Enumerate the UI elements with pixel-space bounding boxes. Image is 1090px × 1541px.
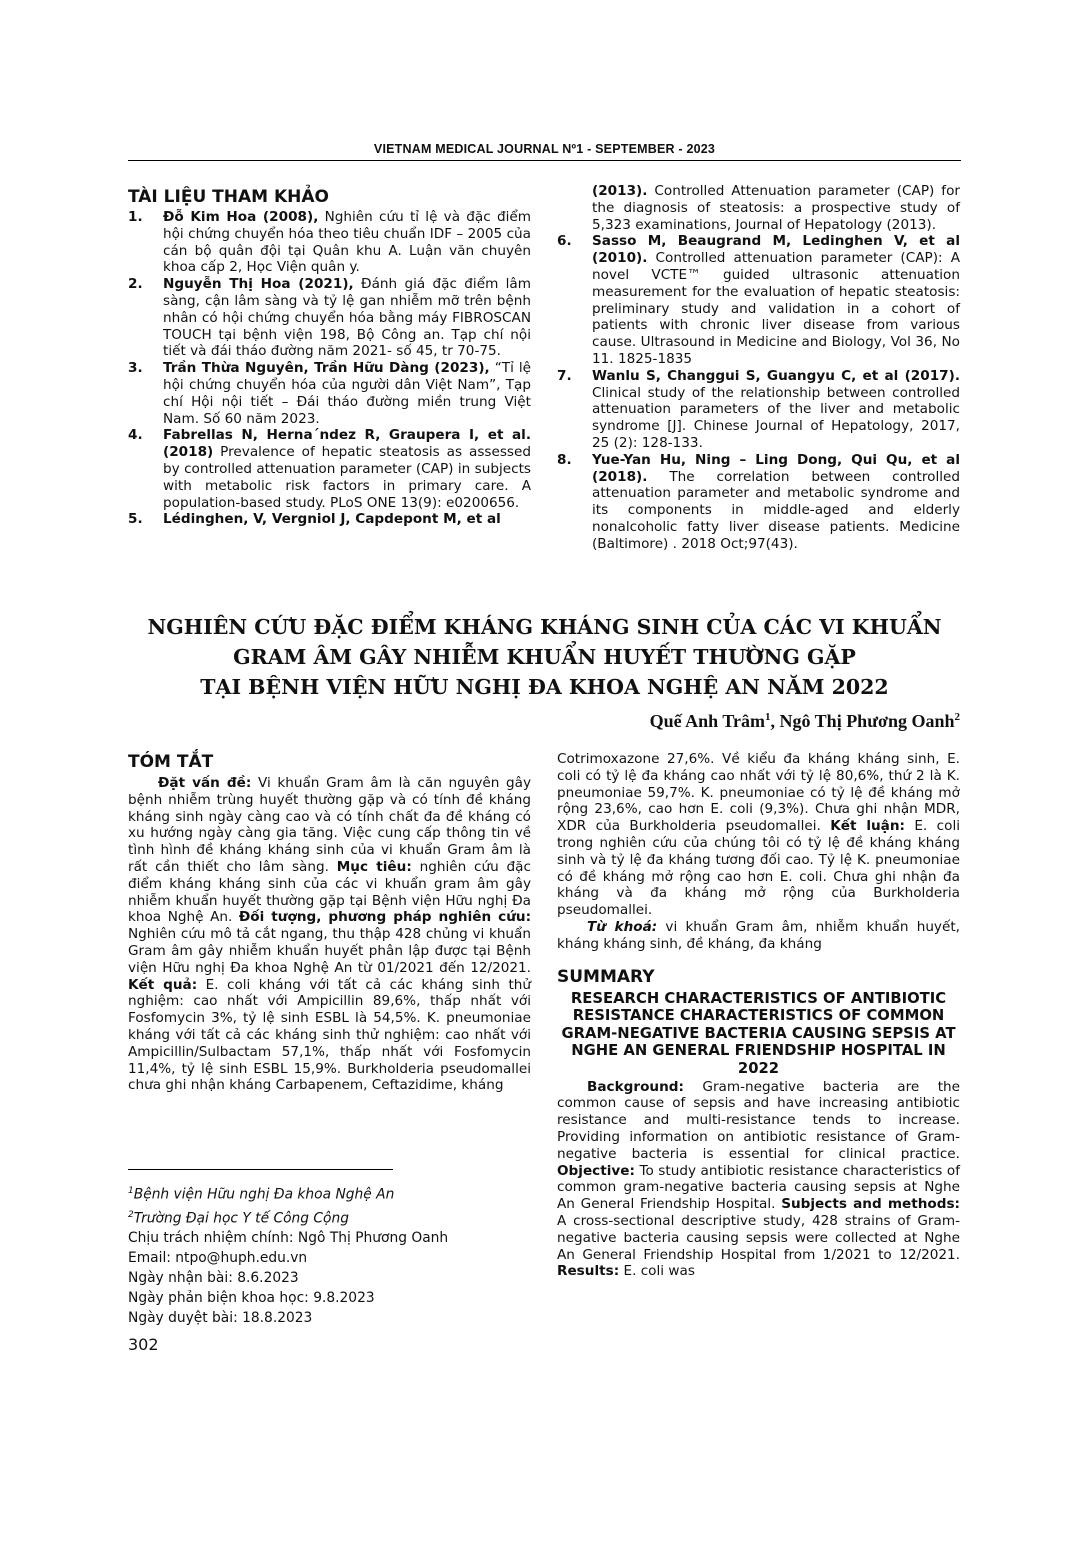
journal-header: VIETNAM MEDICAL JOURNAL Nº1 - SEPTEMBER - 2023 <box>373 142 716 156</box>
footnotes <box>128 1181 528 1328</box>
reference-number: 6. <box>557 233 572 250</box>
abstract-text: nghiên cứu đặc điểm kháng kháng sinh của các vi khuẩn gram âm gây nhiễm khuẩn huyết thường gặp tại Bệnh viện Hữu nghị Đa khoa Nghệ An. <box>128 858 531 926</box>
reference-item <box>128 209 531 276</box>
footnote-accepted: Ngày duyệt bài: 18.8.2023 <box>128 1310 313 1327</box>
footnote-text: Trường Đại học Y tế Công Cộng <box>133 1210 349 1227</box>
summary-text: To study antibiotic resistance characteristics of common gram-negative bacteria causing sepsis at Nghe An General Friendship Hospital. <box>557 1162 960 1213</box>
reference-item <box>128 276 531 360</box>
summary-title: RESEARCH CHARACTERISTICS OF ANTIBIOTIC RESISTANCE CHARACTERISTICS OF COMMON GRAM-NEGATIVE BACTERIA CAUSING SEPSIS AT NGHE AN GENERAL FRIENDSHIP HOSPITAL IN 2022 <box>561 989 956 1077</box>
abstract-text: E. coli trong nghiên cứu của chúng tôi có tỷ lệ đề kháng kháng sinh và tỷ lệ đa kháng tương đối cao. Tỷ lệ K. pneumoniae có đề kháng mở rộng cao hơn E. coli. Chưa ghi nhận đa kháng và đa kháng mở rộng của Burkholderia pseudomallei. <box>557 818 960 919</box>
reference-number: 8. <box>557 451 572 468</box>
author-name: Ngô Thị Phương Oanh <box>779 711 955 731</box>
summary-label: Results: <box>557 1263 620 1280</box>
summary-body <box>557 1079 960 1281</box>
summary-text: Gram-negative bacteria are the common cause of sepsis and have increasing antibiotic resistance and multi-resistance tends to increase. Providing information on antibiotic resistance of Gram-negative bacteria is essential for clinical practice. <box>557 1078 960 1162</box>
reference-number: 7. <box>557 367 572 384</box>
footnote-text: Bệnh viện Hữu nghị Đa khoa Nghệ An <box>133 1186 395 1203</box>
summary-heading: SUMMARY <box>557 966 655 987</box>
footnote-received: Ngày nhận bài: 8.6.2023 <box>128 1270 299 1287</box>
author-affiliation-mark: 2 <box>954 711 960 723</box>
abstract-label: Đặt vấn đề: <box>158 775 252 791</box>
reference-number: 1. <box>128 209 143 225</box>
reference-continuation <box>557 183 960 233</box>
author-affiliation-mark: 1 <box>765 711 771 723</box>
footnote-email: Email: ntpo@huph.edu.vn <box>128 1250 308 1267</box>
abstract-label: Kết quả: <box>128 976 198 993</box>
reference-authors: Lédinghen, V, Vergniol J, Capdepont M, et al <box>163 511 501 528</box>
summary-label: Objective: <box>557 1162 635 1179</box>
summary-label: Background: <box>587 1078 684 1095</box>
reference-item <box>557 452 960 553</box>
abstract-text: Nghiên cứu mô tả cắt ngang, thu thập 428 chủng vi khuẩn Gram âm gây nhiễm khuẩn huyết phân lập được tại Bệnh viện Hữu nghị Đa khoa Nghệ An từ 01/2021 đến 12/2021. <box>128 926 531 976</box>
reference-text: Clinical study of the relationship between controlled attenuation parameters of the liver and metabolic syndrome [J]. Chinese Journal of Hepatology, 2017, 25 (2): 128-133. <box>592 384 960 451</box>
reference-text: Nghiên cứu tỉ lệ và đặc điểm hội chứng chuyển hóa theo tiêu chuẩn IDF – 2005 của cán bộ quân đội tại Quân khu A. Luận văn chuyên khoa cấp 2, Học Viện quân y. <box>163 209 531 276</box>
summary-label: Subjects and methods: <box>781 1196 960 1213</box>
article-title-line: NGHIÊN CỨU ĐẶC ĐIỂM KHÁNG KHÁNG SINH CỦA CÁC VI KHUẨN <box>147 615 942 639</box>
reference-list <box>128 209 531 528</box>
references-left-column <box>128 187 531 528</box>
page-number: 302 <box>128 1335 159 1354</box>
article-title-line: GRAM ÂM GÂY NHIỄM KHUẨN HUYẾT THƯỜNG GẶP <box>233 645 856 669</box>
abstract-label: Đối tượng, phương pháp nghiên cứu: <box>238 909 532 926</box>
abstract-vi-heading: TÓM TẮT <box>128 752 214 772</box>
reference-text: Controlled attenuation parameter (CAP): A novel VCTE™ guided ultrasonic attenuation measurement for the evaluation of hepatic steatosis: preliminary study and validation in a cohort of patients with chronic liver disease from various cause. Ultrasound in Medicine and Biology, Vol 36, No 11. 1825-1835 <box>592 250 960 367</box>
footnote-mark: 1 <box>128 1186 134 1196</box>
article-authors <box>650 711 960 732</box>
reference-item <box>557 233 960 367</box>
reference-year: (2013). <box>592 183 648 199</box>
reference-list <box>557 233 960 552</box>
reference-number: 3. <box>128 360 143 377</box>
reference-text: Controlled Attenuation parameter (CAP) for the diagnosis of steatosis: a prospective study of 5,323 examinations, Journal of Hepatology (2013). <box>592 183 960 233</box>
abstract-label: Kết luận: <box>830 818 905 835</box>
reference-authors: Wanlu S, Changgui S, Guangyu C, et al (2017). <box>592 367 960 384</box>
reference-authors: Đỗ Kim Hoa (2008), <box>163 209 319 225</box>
abstract-text: Cotrimoxazone 27,6%. Về kiểu đa kháng kháng sinh, E. coli có tỷ lệ đa kháng cao nhất với tỷ lệ 80,6%, thứ 2 là K. pneumoniae 59,7%. K. pneumoniae có tỷ lệ đề kháng mở rộng 23,6%, cao hơn E. coli (9,3%). Chưa ghi nhận MDR, XDR của Burkholderia pseudomallei. <box>557 751 960 835</box>
footnote-mark: 2 <box>128 1209 134 1220</box>
footnote-affiliation <box>128 1181 528 1205</box>
reference-number: 4. <box>128 427 143 444</box>
reference-text: Đánh giá đặc điểm lâm sàng, cận lâm sàng và tỷ lệ gan nhiễm mỡ trên bệnh nhân có hội chứng chuyển hóa bằng máy FIBROSCAN TOUCH tại bệnh viện 198, Bộ Công an. Tạp chí nội tiết và đái tháo đường năm 2021- số 45, tr 70-75. <box>163 276 531 360</box>
keywords-text: vi khuẩn Gram âm, nhiễm khuẩn huyết, kháng kháng sinh, đề kháng, đa kháng <box>557 918 960 952</box>
reference-item <box>128 427 531 511</box>
abstract-text: E. coli kháng với tất cả các kháng sinh thử nghiệm: cao nhất với Ampicillin 89,6%, thấp nhất với Fosfomycin 3%, tỷ lệ sinh ESBL là 54,5%. K. pneumoniae kháng với tất cả các kháng sinh thử nghiệm: cao nhất với Ampicillin/Sulbactam 57,1%, thấp nhất với Fosfomycin 11,4%, tỷ lệ sinh ESBL 15,9%. Burkholderia pseudomallei chưa ghi nhận kháng Carbapenem, Ceftazidime, kháng <box>128 976 531 1094</box>
summary-text: A cross-sectional descriptive study, 428 strains of Gram-negative bacteria causing sepsis were collected at Nghe An General Friendship Hospital from 1/2021 to 12/2021. <box>557 1212 960 1263</box>
keywords-label: Từ khoá: <box>587 918 658 935</box>
keywords <box>557 919 960 953</box>
reference-authors: Fabrellas N, Herna´ndez R, Graupera I, et al. (2018) <box>163 427 531 461</box>
author-name: Quế Anh Trâm <box>649 711 765 731</box>
abstract-label: Mục tiêu: <box>336 858 412 875</box>
author-separator: , <box>770 711 780 731</box>
reference-authors: Trần Thừa Nguyên, Trần Hữu Dàng (2023), <box>163 360 490 377</box>
abstract-vi-continuation <box>557 751 960 919</box>
reference-authors: Sasso M, Beaugrand M, Ledinghen V, et al (2010). <box>592 233 960 267</box>
footnote-reviewed: Ngày phản biện khoa học: 9.8.2023 <box>128 1290 375 1307</box>
reference-authors: Nguyễn Thị Hoa (2021), <box>163 276 354 293</box>
reference-number: 2. <box>128 276 143 293</box>
reference-item <box>557 368 960 452</box>
references-right-column <box>557 183 960 553</box>
reference-text: The correlation between controlled attenuation parameter and metabolic syndrome and its components in middle-aged and elderly nonalcoholic fatty liver disease patients. Medicine (Baltimore) . 2018 Oct;97(43). <box>592 468 960 552</box>
footnote-affiliation <box>128 1205 528 1229</box>
article-title <box>128 612 961 702</box>
abstract-vi-body <box>128 775 531 1094</box>
reference-number: 5. <box>128 511 143 528</box>
abstract-right-column <box>557 751 960 1280</box>
reference-item <box>128 511 531 528</box>
reference-text: “Tỉ lệ hội chứng chuyển hóa của người dân Việt Nam”, Tạp chí Hội nội tiết – Đái tháo đường miền trung Việt Nam. Số 60 năm 2023. <box>163 360 531 427</box>
footnote-corresponding: Chịu trách nhiệm chính: Ngô Thị Phương Oanh <box>128 1230 449 1247</box>
reference-item <box>128 360 531 427</box>
abstract-vi-column <box>128 752 531 1094</box>
reference-authors: Yue-Yan Hu, Ning – Ling Dong, Qui Qu, et al (2018). <box>592 451 960 485</box>
footnote-rule <box>128 1169 393 1170</box>
reference-text: Prevalence of hepatic steatosis as assessed by controlled attenuation parameter (CAP) in subjects with metabolic risk factors in primary care. A population-based study. PLoS ONE 13(9): e0200656. <box>163 444 531 511</box>
abstract-text: Vi khuẩn Gram âm là căn nguyên gây bệnh nhiễm trùng huyết thường gặp và có tính đề kháng kháng sinh ngày càng cao và có tính chất đa đề kháng có xu hướng ngày càng gia tăng. Việc cung cấp thông tin về tình hình đề kháng kháng sinh của vi khuẩn Gram âm là rất cần thiết cho lâm sàng. <box>128 775 532 875</box>
header-rule <box>128 160 961 161</box>
summary-text: E. coli was <box>619 1263 695 1280</box>
article-title-line: TẠI BỆNH VIỆN HỮU NGHỊ ĐA KHOA NGHỆ AN NĂM 2022 <box>200 675 889 699</box>
references-heading: TÀI LIỆU THAM KHẢO <box>128 187 329 207</box>
